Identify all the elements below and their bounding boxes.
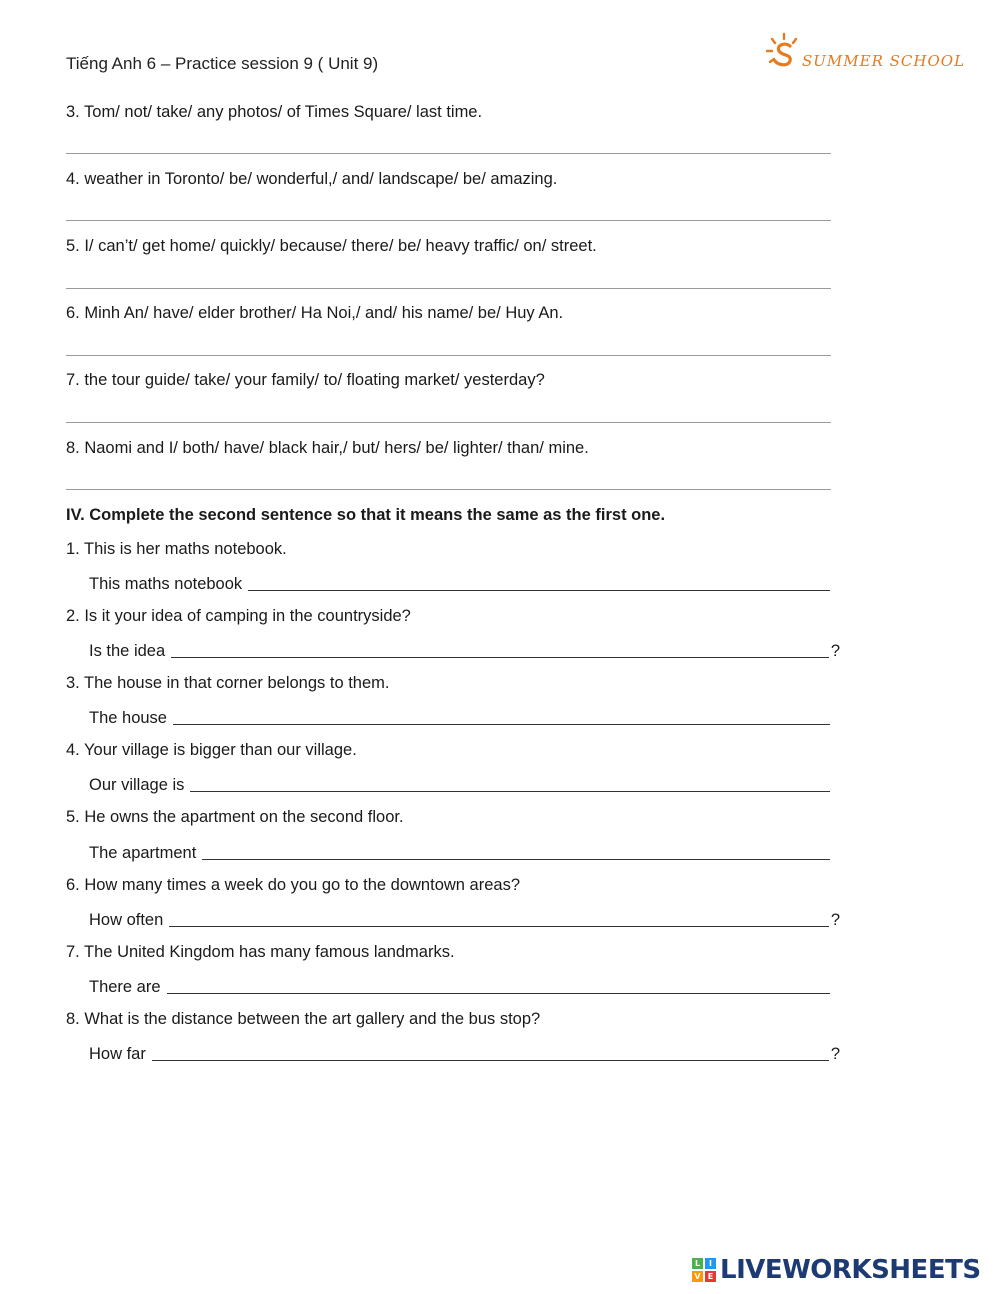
rewrite-blank-3[interactable]	[173, 706, 830, 725]
rewrite-original-8: 8. What is the distance between the art gallery and the bus stop?	[66, 1010, 541, 1028]
question-8: 8. Naomi and I/ both/ have/ black hair,/ but/ hers/ be/ lighter/ than/ mine.	[66, 439, 589, 457]
rewrite-lead-3: The house	[89, 709, 167, 727]
rewrite-original-3: 3. The house in that corner belongs to them.	[66, 674, 390, 692]
rewrite-row-1	[89, 572, 830, 594]
rewrite-row-8	[89, 1042, 840, 1064]
rewrite-lead-4: Our village is	[89, 776, 185, 794]
rewrite-blank-8[interactable]	[152, 1042, 829, 1061]
logo-block: V	[692, 1271, 703, 1282]
rewrite-original-6: 6. How many times a week do you go to the downtown areas?	[66, 876, 520, 894]
answer-line-7[interactable]	[66, 422, 831, 423]
rewrite-original-7: 7. The United Kingdom has many famous landmarks.	[66, 943, 455, 961]
rewrite-row-5	[89, 841, 830, 863]
rewrite-original-2: 2. Is it your idea of camping in the countryside?	[66, 607, 411, 625]
rewrite-blank-1[interactable]	[248, 572, 830, 591]
rewrite-lead-2: Is the idea	[89, 642, 166, 660]
rewrite-blank-4[interactable]	[190, 773, 830, 792]
logo-block: E	[705, 1271, 716, 1282]
logo-blocks-icon	[692, 1258, 716, 1282]
rewrite-blank-5[interactable]	[202, 841, 830, 860]
logo-text: SUMMER SCHOOL	[802, 52, 966, 70]
rewrite-original-1: 1. This is her maths notebook.	[66, 540, 287, 558]
rewrite-row-6	[89, 908, 840, 930]
question-mark: ?	[830, 1045, 840, 1063]
rewrite-blank-6[interactable]	[169, 908, 829, 927]
section-heading: IV. Complete the second sentence so that it means the same as the first one.	[66, 506, 666, 524]
answer-line-6[interactable]	[66, 355, 831, 356]
question-mark: ?	[830, 642, 840, 660]
page-header-title: Tiếng Anh 6 – Practice session 9 ( Unit 9)	[66, 54, 379, 73]
rewrite-row-3	[89, 706, 830, 728]
question-3: 3. Tom/ not/ take/ any photos/ of Times Square/ last time.	[66, 103, 483, 121]
brand-name: LIVEWORKSHEETS	[720, 1255, 981, 1285]
question-6: 6. Minh An/ have/ elder brother/ Ha Noi,/ and/ his name/ be/ Huy An.	[66, 304, 564, 322]
sun-icon	[766, 32, 806, 72]
answer-line-8[interactable]	[66, 489, 831, 490]
rewrite-lead-5: The apartment	[89, 844, 197, 862]
logo-block: I	[705, 1258, 716, 1269]
rewrite-lead-7: There are	[89, 978, 161, 996]
rewrite-row-2	[89, 639, 840, 661]
rewrite-lead-6: How often	[89, 911, 164, 929]
rewrite-row-4	[89, 773, 830, 795]
rewrite-blank-7[interactable]	[167, 975, 830, 994]
answer-line-4[interactable]	[66, 220, 831, 221]
liveworksheets-logo[interactable]	[692, 1255, 981, 1285]
logo-block: L	[692, 1258, 703, 1269]
question-5: 5. I/ can’t/ get home/ quickly/ because/ there/ be/ heavy traffic/ on/ street.	[66, 237, 597, 255]
rewrite-lead-1: This maths notebook	[89, 575, 243, 593]
rewrite-blank-2[interactable]	[171, 639, 829, 658]
question-4: 4. weather in Toronto/ be/ wonderful,/ and/ landscape/ be/ amazing.	[66, 170, 558, 188]
summer-school-logo	[766, 32, 966, 74]
rewrite-row-7	[89, 975, 830, 997]
rewrite-original-5: 5. He owns the apartment on the second floor.	[66, 808, 404, 826]
answer-line-3[interactable]	[66, 153, 831, 154]
question-7: 7. the tour guide/ take/ your family/ to/ floating market/ yesterday?	[66, 371, 545, 389]
answer-line-5[interactable]	[66, 288, 831, 289]
question-mark: ?	[830, 911, 840, 929]
rewrite-original-4: 4. Your village is bigger than our village.	[66, 741, 357, 759]
rewrite-lead-8: How far	[89, 1045, 146, 1063]
